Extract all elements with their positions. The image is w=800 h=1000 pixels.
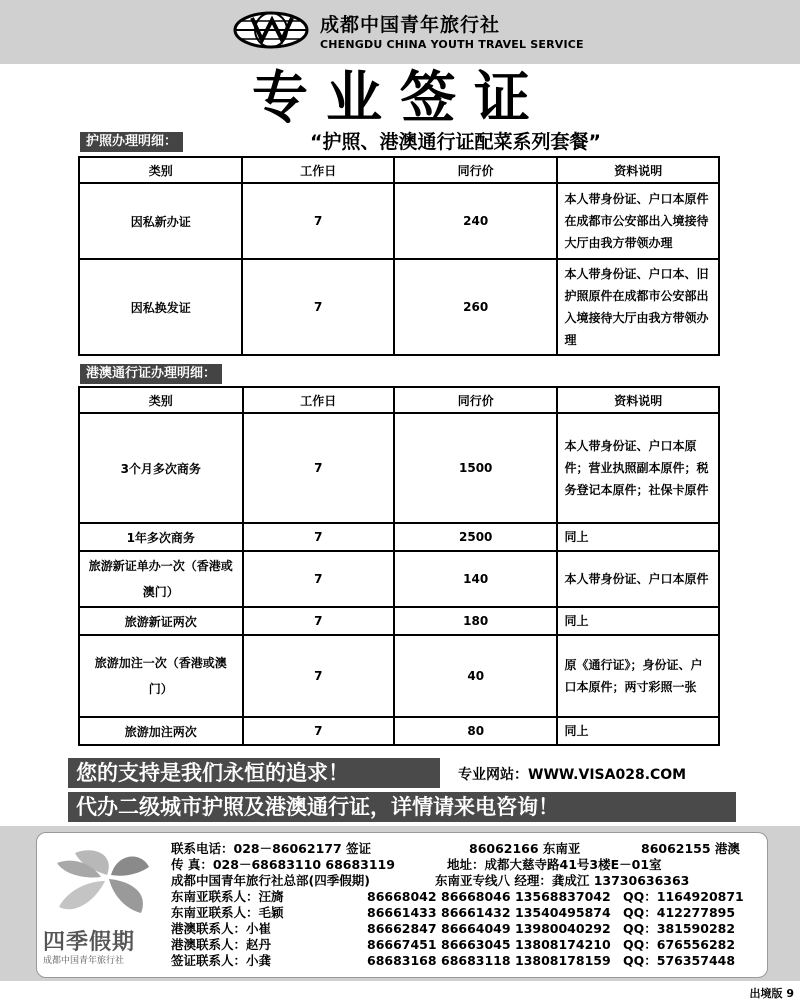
col-header-days: 工作日 [242,157,393,183]
website-text: 专业网站：WWW.VISA028.COM [458,767,687,783]
desc-cell: 本人带身份证、户口本原件；营业执照副本原件；税务登记本原件；社保卡原件 [557,413,719,523]
category-cell: 旅游加注两次 [79,717,243,745]
days-cell: 7 [242,183,393,259]
slogan-banner: 您的支持是我们永恒的追求！ [68,758,440,788]
contact-box [36,832,768,978]
price-cell: 80 [394,717,557,745]
category-cell: 因私新办证 [79,183,242,259]
price-cell: 180 [394,607,557,635]
desc-cell: 本人带身份证、户口本原件 [557,551,719,607]
contact-role: 东南亚联系人：毛颖 [171,905,284,920]
days-cell: 7 [243,717,394,745]
hq-manager: 东南亚专线八 经理：龚成江 13730636363 [435,873,690,888]
hq-name: 成都中国青年旅行社总部(四季假期) [171,873,370,888]
days-cell: 7 [243,523,394,551]
page-number: 出境版 9 [749,987,794,1000]
contact-phone: 86661432 [441,905,511,920]
contact-role: 签证联系人：小龚 [171,953,272,968]
table-row [79,607,719,635]
contact-mobile: 13568837042 [515,889,611,904]
contact-phone: 86667451 [367,937,437,952]
table-row [79,259,719,355]
service-banner: 代办二级城市护照及港澳通行证，详情请来电咨询！ [68,792,736,822]
package-title: “护照、港澳通行证配菜系列套餐” [310,131,601,153]
category-cell: 旅游新证两次 [79,607,243,635]
price-cell: 140 [394,551,557,607]
contact-phone: 86662847 [367,921,437,936]
days-cell: 7 [243,607,394,635]
footer-band [0,826,800,981]
price-cell: 240 [394,183,558,259]
hk-macau-table [78,386,720,746]
cyts-globe-logo-icon [232,10,310,50]
contact-qq: QQ：412277895 [623,905,736,920]
desc-cell: 同上 [557,717,719,745]
contact-tel-sea: 86062166 东南亚 [469,841,581,856]
table-row [79,717,719,745]
table-row [79,551,719,607]
price-cell: 1500 [394,413,557,523]
col-header-desc: 资料说明 [557,157,719,183]
col-header-category: 类别 [79,387,243,413]
passport-table [78,156,720,356]
desc-cell: 本人带身份证、户口本原件在成都市公安部出入境接待大厅由我方带领办理 [557,183,719,259]
col-header-desc: 资料说明 [557,387,719,413]
brand-name-cn: 四季假期 [43,930,136,955]
flower-petals-logo-icon [45,845,175,927]
days-cell: 7 [243,635,394,717]
contact-qq: QQ：1164920871 [623,889,744,904]
desc-cell: 同上 [557,523,719,551]
contact-phone: 86668046 [441,889,511,904]
col-header-days: 工作日 [243,387,394,413]
table-row [79,523,719,551]
contact-phone: 86663045 [441,937,511,952]
category-cell: 3个月多次商务 [79,413,243,523]
table-header-row [79,387,719,413]
org-name-cn: 成都中国青年旅行社 [320,14,501,36]
col-header-price: 同行价 [394,157,558,183]
hk-macau-section-label: 港澳通行证办理明细： [80,364,222,384]
contact-address: 地址：成都大慈寺路41号3楼E－01室 [447,857,662,872]
category-cell: 旅游新证单办一次（香港或澳门） [79,551,243,607]
contact-mobile: 13980040292 [515,921,611,936]
price-cell: 40 [394,635,557,717]
page-title: 专业签证 [252,65,548,131]
contact-tel-hk: 86062155 港澳 [641,841,740,856]
contact-role: 港澳联系人：赵丹 [171,937,272,952]
contact-mobile: 13808178159 [515,953,611,968]
desc-cell: 同上 [557,607,719,635]
category-cell: 旅游加注一次（香港或澳门） [79,635,243,717]
table-header-row [79,157,719,183]
col-header-category: 类别 [79,157,242,183]
contact-qq: QQ：676556282 [623,937,736,952]
table-row [79,413,719,523]
org-name-en: CHENGDU CHINA YOUTH TRAVEL SERVICE [320,38,584,51]
contact-phone: 86668042 [367,889,437,904]
category-cell: 因私换发证 [79,259,242,355]
desc-cell: 本人带身份证、户口本、旧护照原件在成都市公安部出入境接待大厅由我方带领办理 [557,259,719,355]
days-cell: 7 [242,259,393,355]
brand-subtitle: 成都中国青年旅行社 [43,956,125,966]
contact-qq: QQ：576357448 [623,953,736,968]
contact-mobile: 13540495874 [515,905,611,920]
days-cell: 7 [243,551,394,607]
contact-role: 东南亚联系人：汪旖 [171,889,284,904]
col-header-price: 同行价 [394,387,557,413]
contact-mobile: 13808174210 [515,937,611,952]
contact-qq: QQ：381590282 [623,921,736,936]
contact-phone: 68683168 [367,953,437,968]
table-row [79,183,719,259]
contact-phone: 86664049 [441,921,511,936]
header-band [0,0,800,64]
contact-role: 港澳联系人：小崔 [171,921,272,936]
category-cell: 1年多次商务 [79,523,243,551]
days-cell: 7 [243,413,394,523]
contact-tel: 联系电话：028－86062177 签证 [171,841,372,856]
passport-section-label: 护照办理明细： [80,132,183,152]
table-row [79,635,719,717]
price-cell: 2500 [394,523,557,551]
price-cell: 260 [394,259,558,355]
contact-phone: 68683118 [441,953,511,968]
contact-fax: 传 真：028－68683110 68683119 [171,857,395,872]
contact-phone: 86661433 [367,905,437,920]
desc-cell: 原《通行证》；身份证、户口本原件；两寸彩照一张 [557,635,719,717]
